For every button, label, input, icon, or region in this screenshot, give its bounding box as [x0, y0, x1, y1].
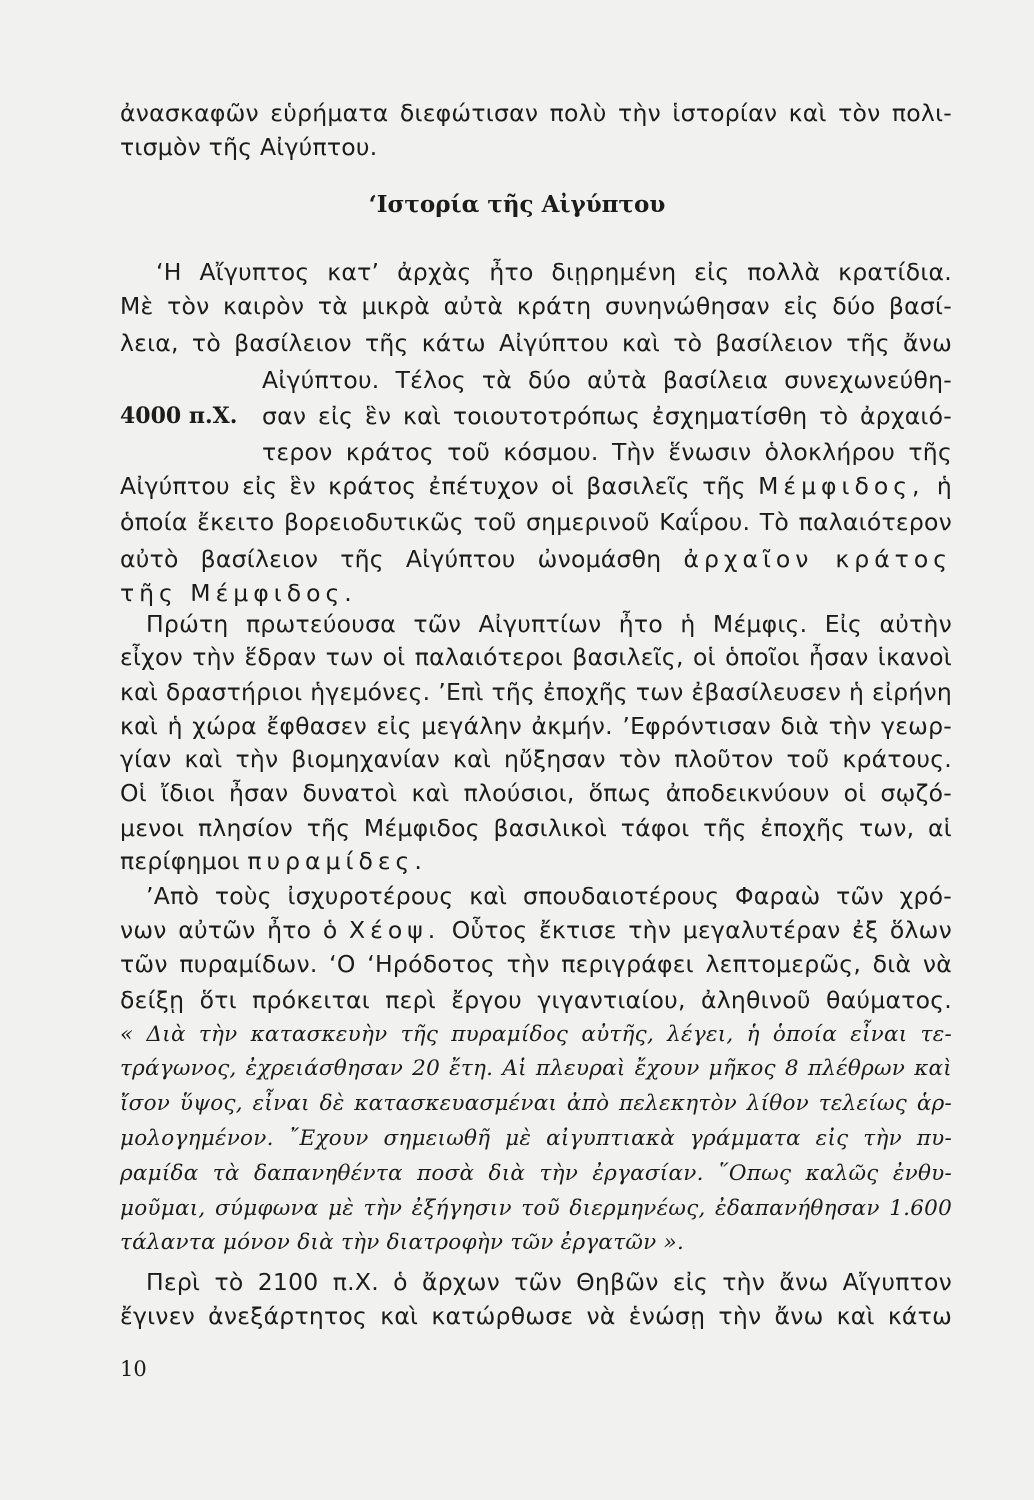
section-heading: ‘Ιστορία τῆς Αἰγύπτου	[368, 191, 666, 218]
text-line: δείξῃ ὅτι πρόκειται περὶ ἔργου γιγαντιαίου, ἀληθινοῦ θαύματος.	[120, 986, 952, 1014]
quote-line: μοῦμαι, σύμφωνα μὲ τὴν ἐξήγησιν τοῦ διερμηνέως, ἐδαπανήθησαν 1.600	[120, 1196, 952, 1221]
text-line: τερον κράτος τοῦ κόσμου. Τὴν ἕνωσιν ὁλοκλήρου τῆς	[262, 438, 952, 466]
text-line: Οἱ ἴδιοι ἦσαν δυνατοὶ καὶ πλούσιοι, ὅπως ἀποδεικνύουν οἱ σῳζό-	[120, 779, 952, 807]
quote-line: τάλαντα μόνον διὰ τὴν διατροφὴν τῶν ἐργατῶν ».	[120, 1230, 685, 1255]
quote-line: τράγωνος, ἐχρειάσθησαν 20 ἔτη. Αἱ πλευραὶ ἔχουν μῆκος 8 πλέθρων καὶ	[120, 1056, 952, 1081]
text-line: Περὶ τὸ 2100 π.Χ. ὁ ἄρχων τῶν Θηβῶν εἰς τὴν ἄνω Αἴγυπτον	[146, 1268, 952, 1296]
text-line: ὁποία ἔκειτο βορειοδυτικῶς τοῦ σημερινοῦ Καΐρου. Τὸ παλαιότερον	[120, 508, 952, 536]
text-span: ἡ	[936, 472, 952, 500]
text-line: τῶν πυραμίδων. ‘Ο ‘Ηρόδοτος τὴν περιγράφει λεπτομερῶς, διὰ νὰ	[120, 950, 952, 978]
text-span: Οὗτος ἔκτισε τὴν μεγαλυτέραν ἐξ ὅλων	[451, 916, 952, 944]
text-line: μενοι πλησίον τῆς Μέμφιδος βασιλικοὶ τάφοι τῆς ἐποχῆς των, αἱ	[120, 814, 952, 842]
quote-line: ραμίδα τὰ δαπανηθέντα ποσὰ διὰ τὴν ἐργασίαν. ῞Οπως καλῶς ἐνθυ-	[120, 1161, 952, 1186]
spaced-text: Μέμφιδος,	[758, 472, 925, 500]
quote-line: μολογημένον. ῎Εχουν σημειωθῆ μὲ αἰγυπτιακὰ γράμματα εἰς τὴν πυ-	[120, 1126, 952, 1151]
text-line: ἔγινεν ἀνεξάρτητος καὶ κατώρθωσε νὰ ἑνώσῃ τὴν ἄνω καὶ κάτω	[120, 1302, 952, 1330]
text-line	[120, 542, 952, 576]
quote-line: « Διὰ τὴν κατασκευὴν τῆς πυραμίδος αὐτῆς, λέγει, ἡ ὁποία εἶναι τε-	[120, 1022, 952, 1047]
text-line: ἀνασκαφῶν εὑρήματα διεφώτισαν πολὺ τὴν ἱστορίαν καὶ τὸν πολι-	[120, 99, 952, 127]
text-line: ’Απὸ τοὺς ἰσχυροτέρους καὶ σπουδαιοτέρους Φαραὼ τῶν χρό-	[146, 882, 952, 910]
spaced-text: ἀρχαῖον	[683, 545, 814, 573]
text-line: ‘Η Αἴγυπτος κατ’ ἀρχὰς ἦτο διῃρημένη εἰς πολλὰ κρατίδια.	[156, 258, 952, 286]
text-line	[120, 469, 952, 503]
page-number: 10	[120, 1357, 147, 1381]
text-line: εἶχον τὴν ἕδραν των οἱ παλαιότεροι βασιλεῖς, οἱ ὁποῖοι ἦσαν ἱκανοὶ	[120, 643, 952, 671]
text-span: αὐτὸ βασίλειον τῆς Αἰγύπτου ὠνομάσθη	[120, 545, 662, 573]
text-line: γίαν καὶ τὴν βιομηχανίαν καὶ ηὔξησαν τὸν πλοῦτον τοῦ κράτους.	[120, 745, 952, 773]
spaced-text: πυραμίδες.	[247, 847, 427, 875]
text-span: περίφημοι	[120, 847, 240, 875]
spaced-text: Χέοψ.	[349, 916, 441, 944]
text-line: λεια, τὸ βασίλειον τῆς κάτω Αἰγύπτου καὶ τὸ βασίλειον τῆς ἄνω	[120, 329, 952, 357]
text-span: νων αὐτῶν ἦτο ὁ	[120, 916, 338, 944]
text-line	[120, 913, 952, 947]
spaced-text: κράτος	[835, 545, 952, 573]
text-line: Πρώτη πρωτεύουσα τῶν Αἰγυπτίων ἦτο ἡ Μέμφις. Εἰς αὐτὴν	[146, 610, 952, 638]
text-line: τισμὸν τῆς Αἰγύπτου.	[120, 133, 378, 161]
text-line: Αἰγύπτου. Τέλος τὰ δύο αὐτὰ βασίλεια συνεχωνεύθη-	[262, 366, 952, 394]
text-line: τῆς Μέμφιδος.	[120, 579, 357, 607]
quote-line: ἴσον ὕψος, εἶναι δὲ κατασκευασμέναι ἀπὸ πελεκητὸν λίθον τελείως ἁρ-	[120, 1091, 952, 1116]
text-line: καὶ δραστήριοι ἡγεμόνες. ’Επὶ τῆς ἐποχῆς των ἐβασίλευσεν ἡ εἰρήνη	[120, 678, 952, 706]
text-span: Αἰγύπτου εἰς ἓν κράτος ἐπέτυχον οἱ βασιλεῖς τῆς	[120, 472, 746, 500]
text-line: καὶ ἡ χώρα ἔφθασεν εἰς μεγάλην ἀκμήν. ’Εφρόντισαν διὰ τὴν γεωρ-	[120, 712, 952, 740]
margin-date-note: 4000 π.Χ.	[120, 403, 238, 429]
text-line: Μὲ τὸν καιρὸν τὰ μικρὰ αὐτὰ κράτη συνηνώθησαν εἰς δύο βασί-	[120, 292, 952, 320]
text-line: σαν εἰς ἓν καὶ τοιουτοτρόπως ἐσχηματίσθη τὸ ἀρχαιό-	[262, 402, 952, 430]
text-line	[120, 844, 952, 878]
